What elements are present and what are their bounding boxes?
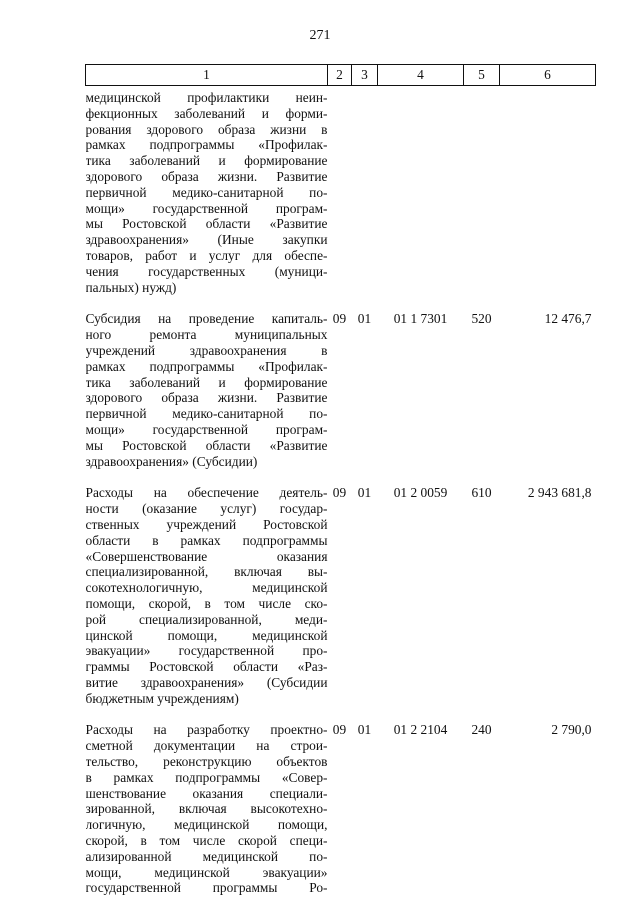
description-line: эвакуации» государственной про-: [85, 643, 328, 659]
description-line: учреждений здравоохранения в: [85, 342, 328, 358]
description-line: сокотехнологичную, медицинской: [85, 580, 328, 596]
description-line: логичную, медицинской помощи,: [85, 817, 328, 833]
description-line: граммы Ростовской области «Раз-: [85, 659, 328, 675]
table-row: [86, 86, 596, 312]
header-col-6: 6: [500, 65, 596, 86]
table-header-row: [86, 65, 596, 86]
description-line: цинской помощи, медицинской: [85, 627, 328, 643]
subsection-code: 01: [357, 485, 372, 501]
description-line: ализированной медицинской по-: [85, 848, 328, 864]
table-row: [86, 311, 596, 485]
description-line: фекционных заболеваний и форми-: [85, 105, 328, 121]
section-code: 09: [332, 311, 347, 327]
section-code: 09: [332, 485, 347, 501]
header-col-2: 2: [328, 65, 352, 86]
expense-type-code: [464, 86, 500, 312]
description-line: рамках подпрограммы «Профилак-: [85, 358, 328, 374]
description-line: помощи, скорой, в том числе ско-: [85, 595, 328, 611]
description-line: скорой, в том числе скорой специ-: [85, 833, 328, 849]
table-row: [86, 722, 596, 896]
amount-value: [500, 86, 596, 312]
description-line: рой специализированной, меди-: [85, 611, 328, 627]
description-line: «Совершенствование оказания: [85, 548, 328, 564]
budget-table: [85, 64, 596, 896]
amount-value: 12 476,7: [544, 311, 592, 327]
row-description: [86, 311, 328, 485]
target-article-code: 01 2 0059: [393, 485, 448, 501]
description-line: области в рамках подпрограммы: [85, 532, 328, 548]
section-code: 09: [332, 722, 347, 738]
description-line: специализированной, включая вы-: [85, 564, 328, 580]
subsection-code: 01: [357, 311, 372, 327]
subsection-code: [352, 86, 378, 312]
description-line: мощи» государственной програм-: [85, 421, 328, 437]
table-row: [86, 485, 596, 722]
description-line: первичной медико-санитарной по-: [85, 184, 328, 200]
description-line: тельство, реконструкцию объектов: [85, 754, 328, 770]
description-line: в рамках подпрограммы «Совер-: [85, 769, 328, 785]
page-number: 271: [309, 28, 331, 43]
target-article-code: 01 2 2104: [393, 722, 448, 738]
description-line: Расходы на обеспечение деятель-: [85, 485, 328, 501]
description-line: бюджетным учреждениям): [85, 690, 239, 706]
description-line: мощи, медицинской эвакуации»: [85, 864, 328, 880]
description-line: здорового образа жизни. Развитие: [85, 168, 328, 184]
description-line: товаров, работ и услуг для обеспе-: [85, 247, 328, 263]
description-line: пальных) нужд): [85, 279, 177, 295]
description-line: тика заболеваний и формирование: [85, 153, 328, 169]
header-col-1: 1: [86, 65, 328, 86]
description-line: шенствование оказания специали-: [85, 785, 328, 801]
description-line: чения государственных (муници-: [85, 263, 328, 279]
row-description: [86, 485, 328, 722]
description-line: здорового образа жизни. Развитие: [85, 390, 328, 406]
expense-type-code: 240: [471, 722, 492, 738]
description-line: первичной медико-санитарной по-: [85, 406, 328, 422]
description-line: мы Ростовской области «Развитие: [85, 437, 328, 453]
header-col-4: 4: [378, 65, 464, 86]
row-description: [86, 722, 328, 896]
header-col-3: 3: [352, 65, 378, 86]
description-line: мы Ростовской области «Развитие: [85, 216, 328, 232]
amount-value: 2 790,0: [551, 722, 592, 738]
description-line: мощи» государственной програм-: [85, 200, 328, 216]
description-line: государственной программы Ро-: [85, 880, 328, 896]
expense-type-code: 520: [471, 311, 492, 327]
description-line: медицинской профилактики неин-: [85, 90, 328, 105]
description-line: здравоохранения» (Иные закупки: [85, 232, 328, 248]
description-line: ственных учреждений Ростовской: [85, 516, 328, 532]
expense-type-code: 610: [471, 485, 492, 501]
description-line: рования здорового образа жизни в: [85, 121, 328, 137]
description-line: зированной, включая высокотехно-: [85, 801, 328, 817]
description-line: сметной документации на строи-: [85, 738, 328, 754]
description-line: витие здравоохранения» (Субсидии: [85, 674, 328, 690]
section-code: [328, 86, 352, 312]
description-line: здравоохранения» (Субсидии): [85, 453, 258, 469]
target-article-code: 01 1 7301: [393, 311, 448, 327]
header-col-5: 5: [464, 65, 500, 86]
target-article-code: [378, 86, 464, 312]
row-description: [86, 86, 328, 312]
subsection-code: 01: [357, 722, 372, 738]
amount-value: 2 943 681,8: [527, 485, 592, 501]
description-line: Субсидия на проведение капиталь-: [85, 311, 328, 327]
description-line: Расходы на разработку проектно-: [85, 722, 328, 738]
description-line: ного ремонта муниципальных: [85, 327, 328, 343]
description-line: тика заболеваний и формирование: [85, 374, 328, 390]
description-line: ности (оказание услуг) государ-: [85, 501, 328, 517]
description-line: рамках подпрограммы «Профилак-: [85, 137, 328, 153]
